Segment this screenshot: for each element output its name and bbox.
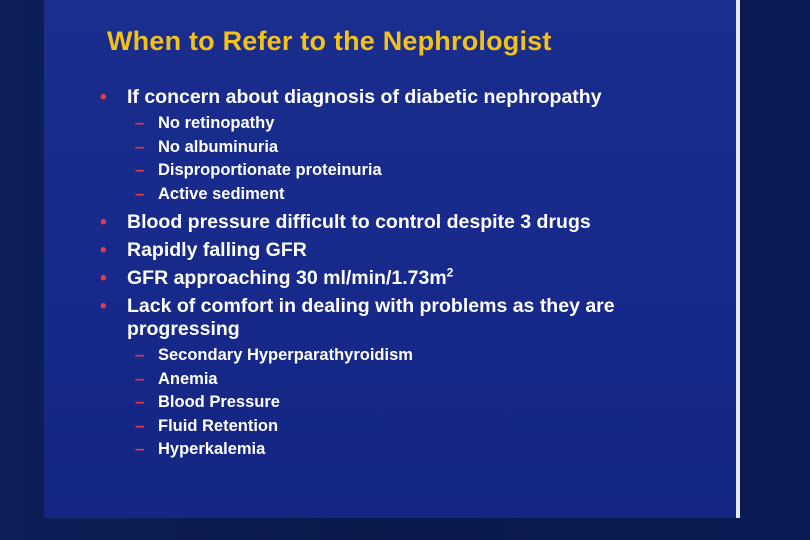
sub-item — [127, 112, 730, 136]
bullet-icon: • — [100, 268, 107, 289]
bullet-text: GFR approaching 30 ml/min/1.73m — [127, 267, 447, 289]
bullet-text: Rapidly falling GFR — [127, 239, 307, 261]
sub-item — [127, 136, 730, 160]
dash-icon: – — [135, 440, 145, 458]
sub-item — [127, 415, 730, 439]
dash-icon: – — [135, 346, 145, 364]
bullet-icon: • — [100, 87, 107, 108]
dash-icon: – — [135, 416, 145, 435]
sub-item-text: No albuminuria — [158, 137, 279, 156]
bullet-item-lack-of-comfort — [100, 295, 730, 462]
superscript: 2 — [446, 265, 454, 280]
sub-item — [127, 159, 730, 183]
bullet-icon: • — [100, 240, 107, 261]
sub-item — [127, 344, 730, 368]
sub-item-text: Hyperkalemia — [158, 440, 266, 458]
dash-icon: – — [135, 137, 145, 156]
bullet-item-diagnosis-concern — [100, 86, 730, 206]
bullet-item-gfr-threshold — [100, 267, 730, 290]
sub-item-text: Fluid Retention — [158, 416, 279, 435]
bullet-icon: • — [100, 296, 107, 317]
sub-item-text: Secondary Hyperparathyroidism — [158, 346, 413, 364]
dash-icon: – — [135, 369, 145, 388]
dash-icon: – — [135, 161, 145, 179]
bullet-item-falling-gfr — [100, 239, 730, 262]
bullet-text: Lack of comfort in dealing with problems as they are progressing — [127, 295, 615, 340]
sub-item — [127, 391, 730, 415]
dash-icon: – — [135, 393, 145, 411]
bullet-icon: • — [100, 212, 107, 233]
sub-list — [127, 344, 730, 462]
sub-item-text: Disproportionate proteinuria — [158, 161, 382, 179]
dash-icon: – — [135, 114, 145, 132]
slide-frame — [44, 0, 740, 518]
bullet-item-blood-pressure — [100, 211, 730, 234]
bullet-text: If concern about diagnosis of diabetic nephropathy — [127, 86, 602, 108]
sub-item-text: Anemia — [158, 369, 218, 388]
sub-item — [127, 438, 730, 462]
sub-item-text: Active sediment — [158, 184, 285, 203]
sub-item-text: Blood Pressure — [158, 393, 280, 411]
bullet-list — [100, 86, 730, 467]
slide-title: When to Refer to the Nephrologist — [107, 26, 552, 56]
sub-list — [127, 112, 730, 206]
sub-item — [127, 183, 730, 207]
sub-item-text: No retinopathy — [158, 114, 275, 132]
sub-item — [127, 368, 730, 392]
bullet-text: Blood pressure difficult to control despite 3 drugs — [127, 211, 591, 233]
dash-icon: – — [135, 184, 145, 203]
